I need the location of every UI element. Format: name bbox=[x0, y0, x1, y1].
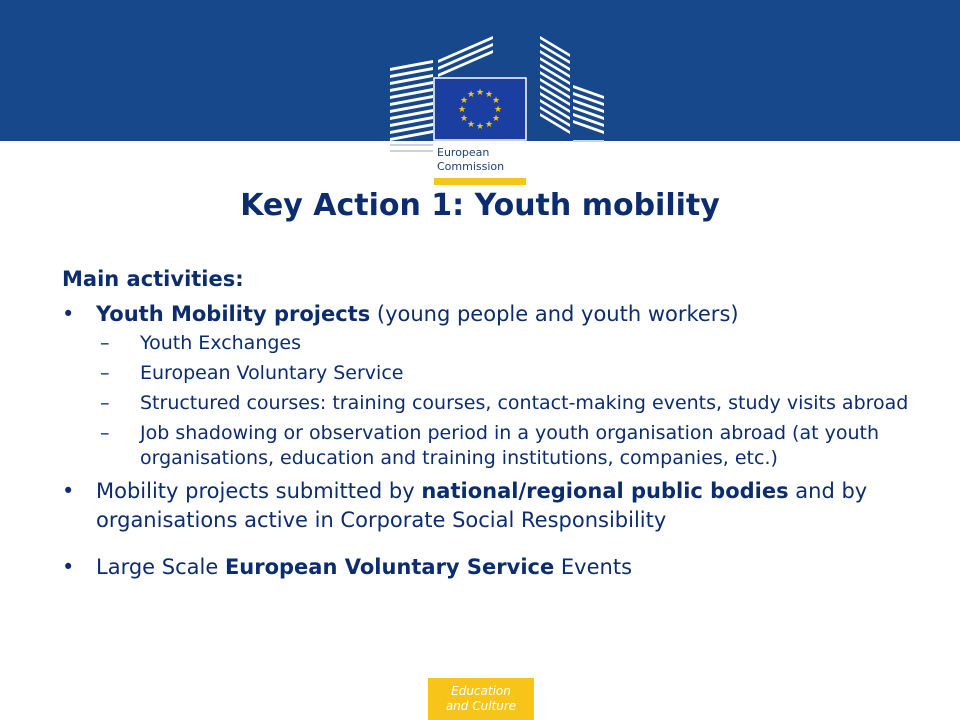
sub-item bbox=[96, 361, 942, 386]
page-title: Key Action 1: Youth mobility bbox=[240, 188, 720, 223]
sub-item bbox=[96, 391, 942, 416]
sub-item-text: Structured courses: training courses, contact-making events, study visits abroad bbox=[140, 392, 909, 414]
svg-text:★: ★ bbox=[491, 96, 501, 106]
footer-line1: Education bbox=[451, 684, 511, 698]
slide-content bbox=[62, 264, 942, 582]
svg-text:★: ★ bbox=[491, 114, 501, 124]
logo-text bbox=[437, 146, 504, 174]
svg-text:★: ★ bbox=[459, 96, 469, 106]
svg-text:★: ★ bbox=[466, 90, 476, 100]
logo-line-commission: Commission bbox=[437, 160, 505, 173]
svg-text:★: ★ bbox=[475, 88, 485, 98]
dash-icon: – bbox=[100, 332, 110, 354]
svg-text:★: ★ bbox=[493, 105, 503, 115]
bullet-icon: • bbox=[62, 479, 75, 503]
logo-line-european: European bbox=[437, 146, 490, 159]
footer-line2: and Culture bbox=[445, 699, 517, 713]
footer-badge bbox=[428, 678, 534, 720]
dash-icon: – bbox=[100, 362, 110, 384]
bullet-bold: national/regional public bodies bbox=[421, 479, 789, 503]
svg-text:★: ★ bbox=[484, 120, 494, 130]
bullet-icon: • bbox=[62, 302, 75, 326]
bullet-text: (young people and youth workers) bbox=[370, 302, 739, 326]
sub-item-text: European Voluntary Service bbox=[140, 362, 404, 384]
bullet-text-pre: Mobility projects submitted by bbox=[96, 479, 422, 503]
section-heading: Main activities: bbox=[62, 267, 244, 291]
bullet-text-post: Events bbox=[554, 555, 633, 579]
svg-text:★: ★ bbox=[457, 105, 467, 115]
bullet-list bbox=[62, 300, 942, 582]
bullet-icon: • bbox=[62, 555, 75, 579]
bullet-text-post: and by organisations active in Corporate Social Responsibility bbox=[96, 479, 868, 532]
svg-text:★: ★ bbox=[484, 90, 494, 100]
bullet-large-scale-evs bbox=[62, 553, 942, 582]
bullet-public-bodies bbox=[62, 477, 942, 535]
sub-item bbox=[96, 331, 942, 356]
svg-text:★: ★ bbox=[475, 122, 485, 132]
sub-item bbox=[96, 421, 942, 471]
bullet-bold: European Voluntary Service bbox=[224, 555, 555, 579]
logo-yellow-bar bbox=[434, 178, 526, 185]
svg-text:★: ★ bbox=[466, 120, 476, 130]
sub-item-text: Youth Exchanges bbox=[140, 332, 302, 354]
bullet-text-pre: Large Scale bbox=[96, 555, 225, 579]
bullet-bold: Youth Mobility projects bbox=[96, 302, 371, 326]
bullet-youth-mobility bbox=[62, 300, 942, 471]
dash-icon: – bbox=[100, 392, 110, 414]
svg-text:★: ★ bbox=[459, 114, 469, 124]
sub-item-text: Job shadowing or observation period in a youth organisation abroad (at youth organisations, education and training institutions, companies, etc.) bbox=[140, 422, 880, 469]
dash-icon: – bbox=[100, 422, 110, 444]
sub-list bbox=[96, 331, 942, 471]
